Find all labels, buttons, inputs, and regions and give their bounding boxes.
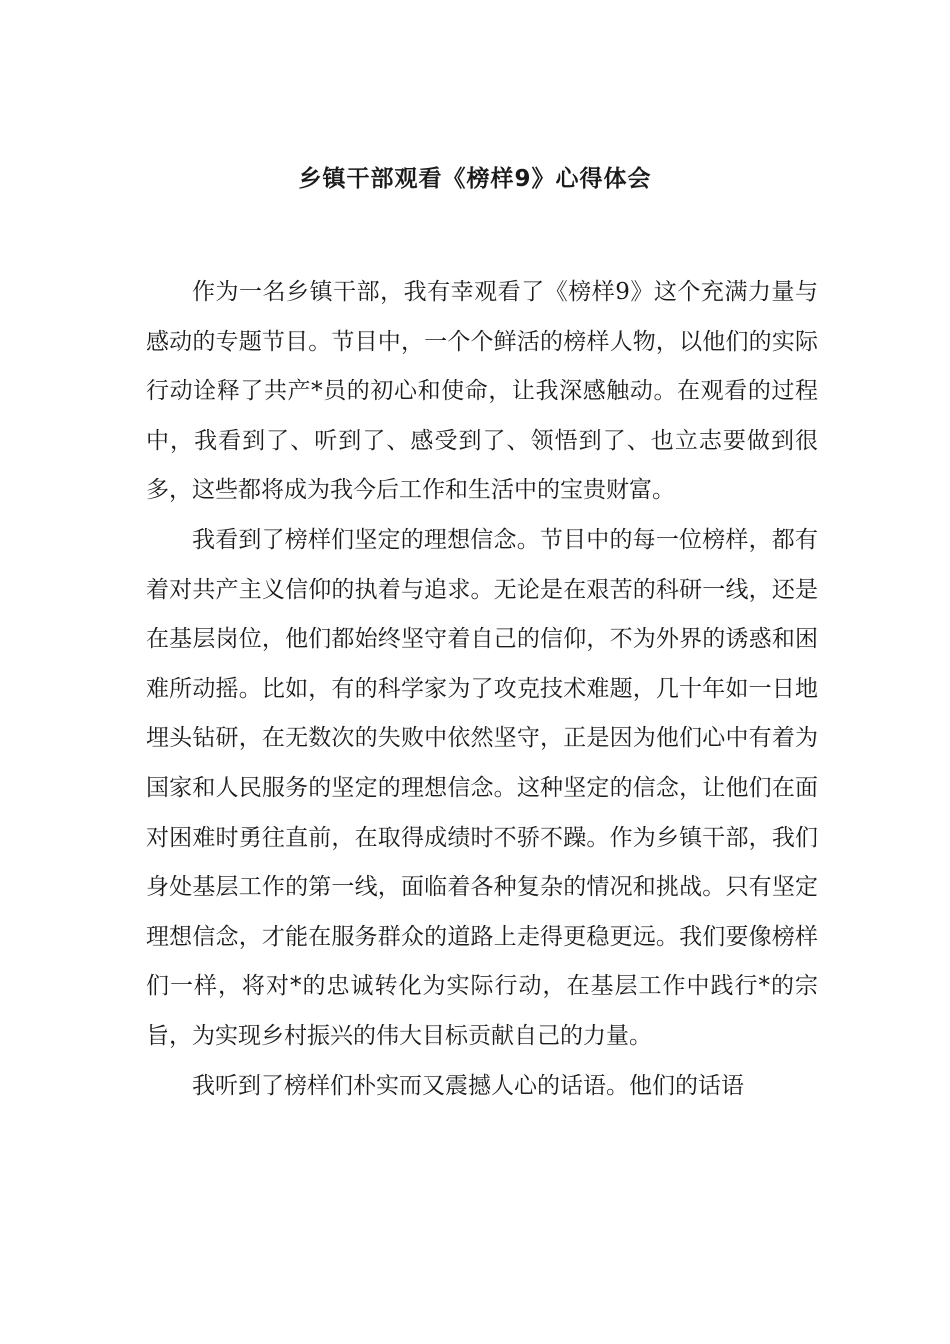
document-body: [146, 268, 818, 1111]
paragraph: 作为一名乡镇干部，我有幸观看了《榜样9》这个充满力量与感动的专题节目。节目中，一个个鲜活的榜样人物，以他们的实际行动诠释了共产*员的初心和使命，让我深感触动。在观看的过程中，我看到了、听到了、感受到了、领悟到了、也立志要做到很多，这些都将成为我今后工作和生活中的宝贵财富。: [146, 279, 818, 504]
paragraph: 我看到了榜样们坚定的理想信念。节目中的每一位榜样，都有着对共产主义信仰的执着与追求。无论是在艰苦的科研一线，还是在基层岗位，他们都始终坚守着自己的信仰，不为外界的诱惑和困难所动摇。比如，有的科学家为了攻克技术难题，几十年如一日地埋头钻研，在无数次的失败中依然坚守，正是因为他们心中有着为国家和人民服务的坚定的理想信念。这种坚定的信念，让他们在面对困难时勇往直前，在取得成绩时不骄不躁。作为乡镇干部，我们身处基层工作的第一线，面临着各种复杂的情况和挑战。只有坚定理想信念，才能在服务群众的道路上走得更稳更远。我们要像榜样们一样，将对*的忠诚转化为实际行动，在基层工作中践行*的宗旨，为实现乡村振兴的伟大目标贡献自己的力量。: [146, 526, 818, 1049]
paragraph: 我听到了榜样们朴实而又震撼人心的话语。他们的话语: [192, 1072, 744, 1099]
document-title: 乡镇干部观看《榜样9》心得体会: [298, 166, 652, 192]
